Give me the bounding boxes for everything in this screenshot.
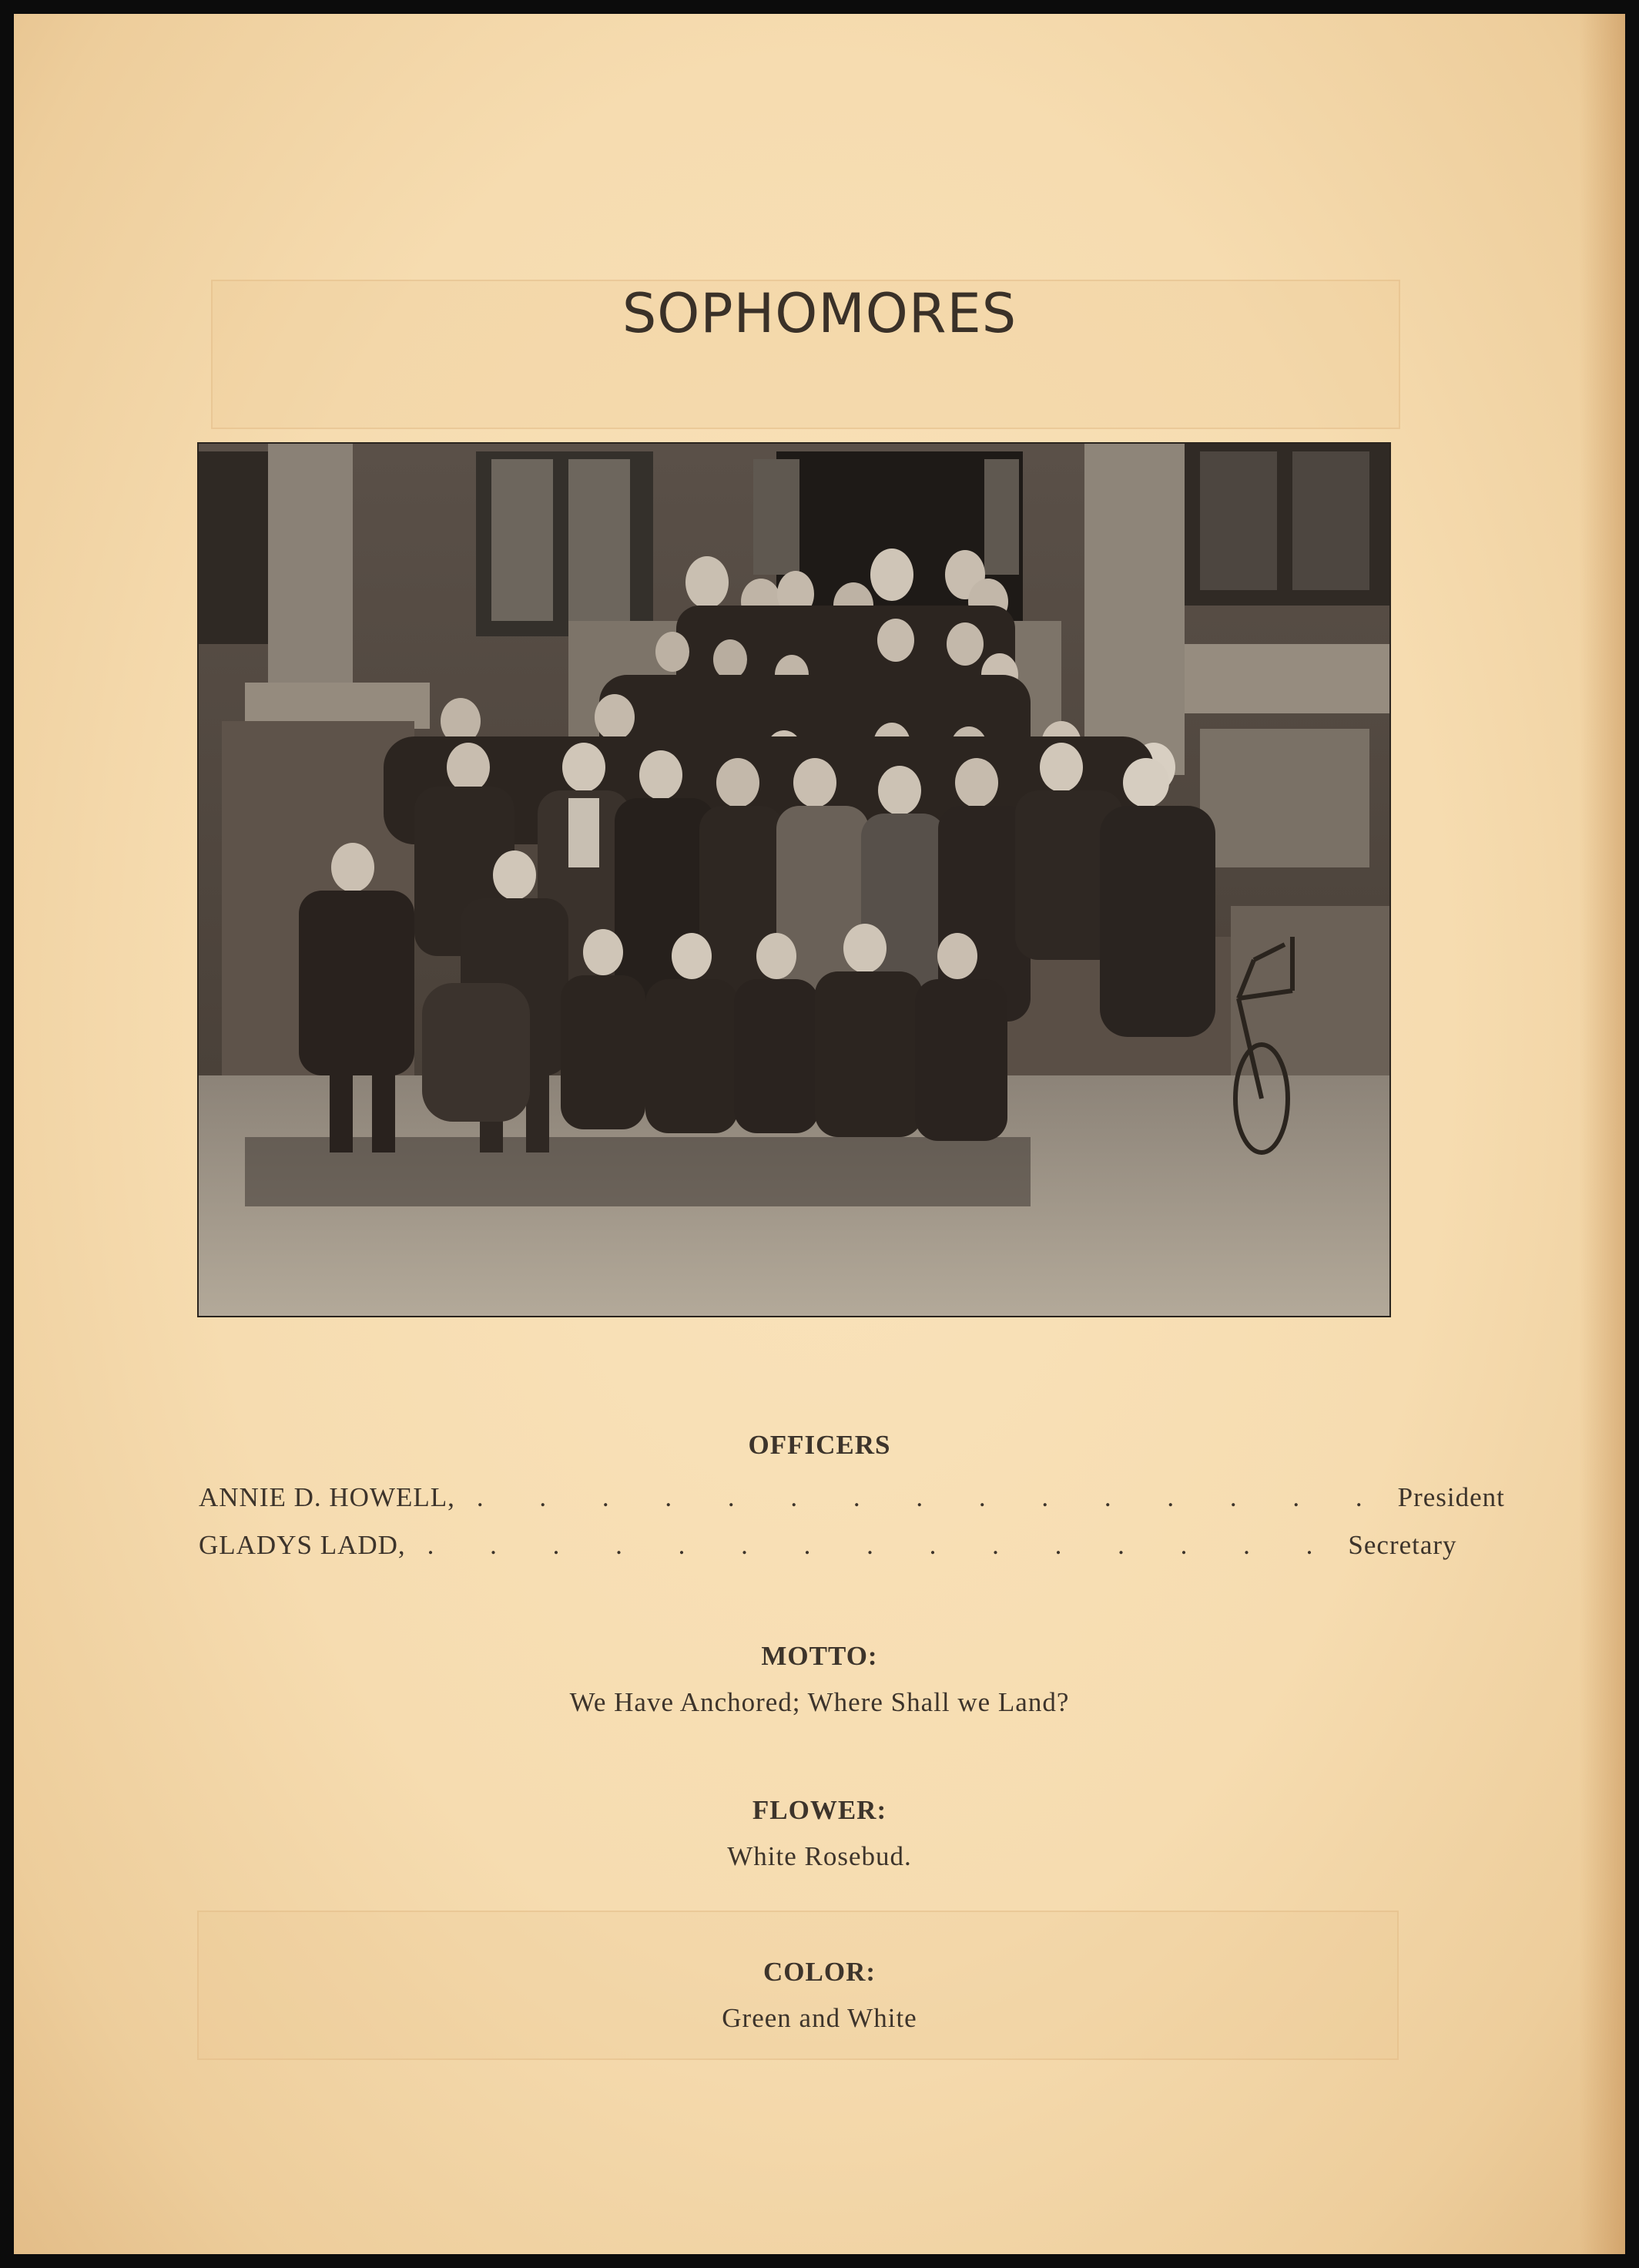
color-text: Green and White [722, 2003, 917, 2033]
officer-name: GLADYS LADD, [199, 1530, 406, 1560]
officer-row-president [199, 1482, 1505, 1519]
flower-text: White Rosebud. [727, 1841, 912, 1871]
page-title: SOPHOMORES [622, 282, 1017, 345]
officer-title: Secretary [1348, 1530, 1457, 1560]
officer-row-secretary [199, 1530, 1457, 1567]
motto-text: We Have Anchored; Where Shall we Land? [569, 1687, 1070, 1717]
dot-leader: . . . . . . . . . . . . . . . [427, 1530, 1338, 1560]
motto-heading: MOTTO: [761, 1641, 878, 1671]
officers-heading: OFFICERS [748, 1430, 891, 1460]
officer-name: ANNIE D. HOWELL, [199, 1482, 455, 1512]
class-group-photo [197, 442, 1391, 1317]
dot-leader: . . . . . . . . . . . . . . . [476, 1482, 1387, 1512]
color-heading: COLOR: [763, 1957, 876, 1987]
page-edge-shade [1579, 14, 1625, 2254]
officer-title: President [1397, 1482, 1505, 1512]
flower-heading: FLOWER: [752, 1795, 887, 1825]
yearbook-page [14, 14, 1625, 2254]
